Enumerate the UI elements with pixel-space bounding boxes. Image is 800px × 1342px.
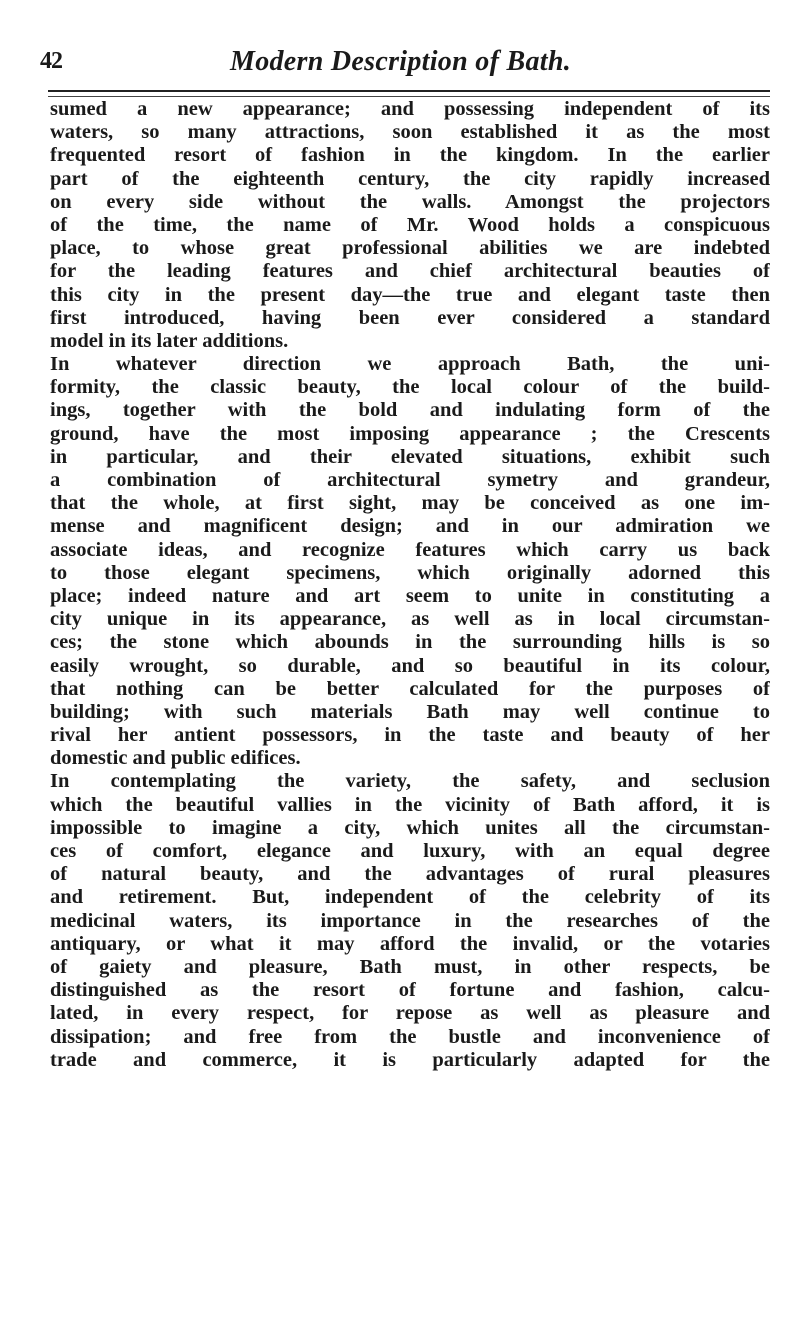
body-text	[50, 98, 770, 1072]
text-line: on every side without the walls. Amongst the projectors	[50, 190, 770, 213]
text-line: rival her antient possessors, in the taste and beauty of her	[50, 724, 770, 747]
running-title: Modern Description of Bath.	[230, 46, 572, 77]
text-line: in particular, and their elevated situations, exhibit such	[50, 445, 770, 468]
text-line: sumed a new appearance; and possessing independent of its	[50, 98, 770, 120]
text-line: trade and commerce, it is particularly adapted for the	[50, 1048, 770, 1071]
text-line: part of the eighteenth century, the city rapidly increased	[50, 167, 770, 190]
text-line: In contemplating the variety, the safety, and seclusion	[50, 770, 770, 793]
text-line: that nothing can be better calculated for the purposes of	[50, 677, 770, 700]
text-line: of the time, the name of Mr. Wood holds a conspicuous	[50, 213, 770, 236]
page-header	[30, 46, 770, 86]
text-line: place, to whose great professional abilities we are indebted	[50, 237, 770, 260]
text-line: domestic and public edifices.	[50, 747, 301, 770]
text-line: easily wrought, so durable, and so beautiful in its colour,	[50, 654, 770, 677]
text-line: of gaiety and pleasure, Bath must, in other respects, be	[50, 955, 770, 978]
text-line: In whatever direction we approach Bath, the uni-	[50, 353, 770, 376]
text-line: that the whole, at first sight, may be conceived as one im-	[50, 492, 770, 515]
text-line: antiquary, or what it may afford the invalid, or the votaries	[50, 932, 770, 955]
text-line: model in its later additions.	[50, 329, 289, 352]
text-line: for the leading features and chief architectural beauties of	[50, 260, 770, 283]
text-line: distinguished as the resort of fortune and fashion, calcu-	[50, 979, 770, 1002]
text-line: associate ideas, and recognize features which carry us back	[50, 538, 770, 561]
text-line: first introduced, having been ever considered a standard	[50, 306, 770, 329]
text-line: frequented resort of fashion in the kingdom. In the earlier	[50, 144, 770, 167]
text-line: mense and magnificent design; and in our admiration we	[50, 515, 770, 538]
text-line: waters, so many attractions, soon established it as the most	[50, 121, 770, 144]
text-line: and retirement. But, independent of the celebrity of its	[50, 886, 770, 909]
text-line: impossible to imagine a city, which unites all the circumstan-	[50, 816, 770, 839]
text-line: place; indeed nature and art seem to unite in constituting a	[50, 584, 770, 607]
text-line: which the beautiful vallies in the vicinity of Bath afford, it is	[50, 793, 770, 816]
text-line: building; with such materials Bath may well continue to	[50, 700, 770, 723]
text-line: ces of comfort, elegance and luxury, with an equal degree	[50, 840, 770, 862]
text-line: ces; the stone which abounds in the surrounding hills is so	[50, 631, 770, 654]
text-line: of natural beauty, and the advantages of rural pleasures	[50, 863, 770, 886]
text-line: medicinal waters, its importance in the researches of the	[50, 909, 770, 932]
text-line: city unique in its appearance, as well as in local circumstan-	[50, 608, 770, 631]
text-line: to those elegant specimens, which originally adorned this	[50, 561, 770, 584]
text-line: a combination of architectural symetry and grandeur,	[50, 469, 770, 491]
text-line: lated, in every respect, for repose as well as pleasure and	[50, 1002, 770, 1025]
text-line: ings, together with the bold and indulating form of the	[50, 399, 770, 422]
page-number: 42	[40, 48, 62, 74]
header-rule	[48, 90, 770, 92]
text-line: this city in the present day—the true and elegant taste then	[50, 283, 770, 306]
text-line: dissipation; and free from the bustle and inconvenience of	[50, 1025, 770, 1048]
text-line: formity, the classic beauty, the local colour of the build-	[50, 376, 770, 399]
text-line: ground, have the most imposing appearance ; the Crescents	[50, 422, 770, 445]
header-rule-thin	[48, 96, 770, 97]
